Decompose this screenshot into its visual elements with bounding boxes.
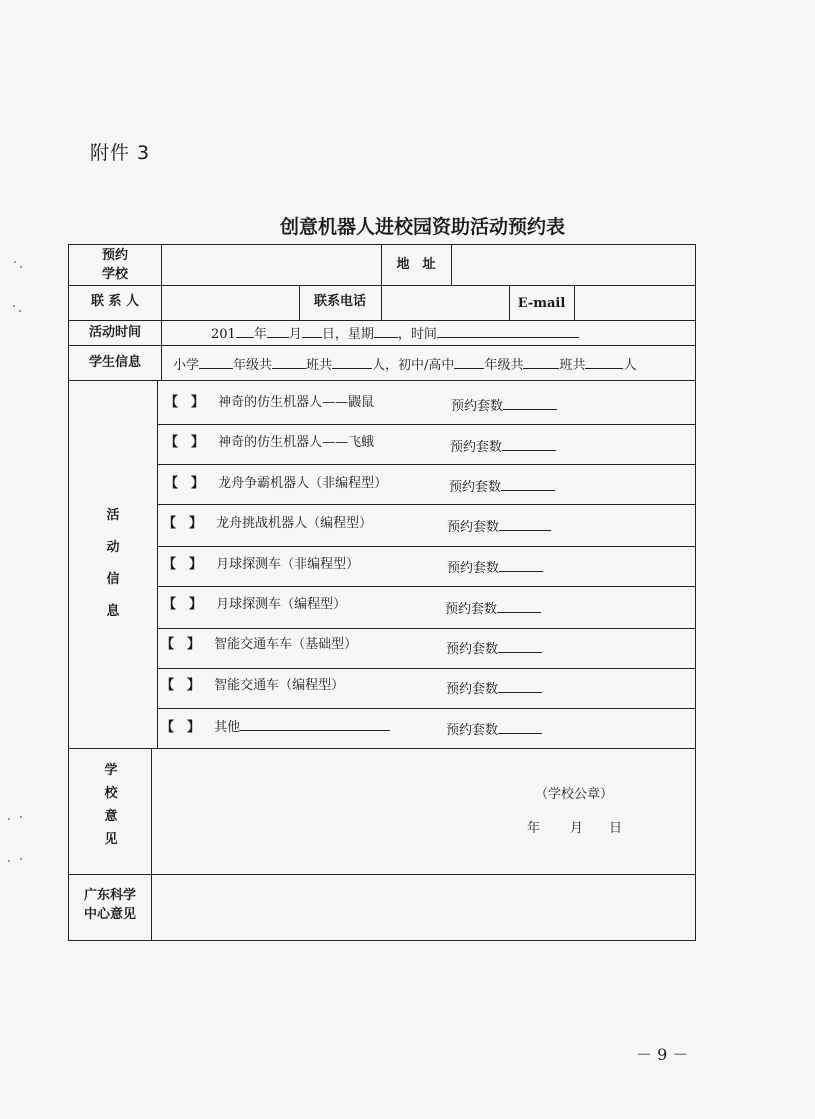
- email-label: E-mail: [517, 296, 566, 311]
- activity-info-label-1: 活: [106, 508, 120, 523]
- scan-speck: [14, 261, 16, 263]
- student-info-fill-line: 小学 年级共 班共 人，初中/高中 年级共 班共 人: [173, 358, 637, 373]
- activity-qty-9[interactable]: 预约套数: [446, 721, 542, 739]
- checkbox-bracket[interactable]: 【 】: [163, 597, 203, 612]
- address-label: 地 址: [396, 257, 436, 272]
- attachment-label: 附件 3: [90, 142, 151, 164]
- scan-speck: [20, 858, 22, 860]
- school-opinion-label-4: 见: [104, 832, 118, 847]
- activity-row-5[interactable]: 【 】 月球探测车（非编程型）: [163, 557, 360, 572]
- reservation-form-table: [68, 244, 696, 941]
- date-line: 年 月 日: [527, 821, 623, 836]
- school-opinion-label-3: 意: [104, 809, 118, 824]
- activity-qty-1[interactable]: 预约套数: [451, 397, 557, 415]
- page-number: － 9 －: [636, 1045, 689, 1064]
- activity-row-6[interactable]: 【 】 月球探测车（编程型）: [163, 597, 347, 612]
- activity-qty-2[interactable]: 预约套数: [450, 438, 556, 456]
- time-fill-line: 201 年 月 日，星期 ，时间: [211, 325, 579, 343]
- activity-qty-3[interactable]: 预约套数: [449, 478, 555, 496]
- checkbox-bracket[interactable]: 【 】: [165, 476, 205, 491]
- scan-speck: [13, 305, 15, 307]
- phone-label: 联系电话: [313, 294, 366, 309]
- activity-qty-6[interactable]: 预约套数: [445, 600, 541, 618]
- checkbox-bracket[interactable]: 【 】: [161, 720, 201, 735]
- activity-row-7[interactable]: 【 】 智能交通车车（基础型）: [161, 637, 358, 652]
- student-info-label: 学生信息: [88, 355, 141, 370]
- checkbox-bracket[interactable]: 【 】: [163, 516, 203, 531]
- activity-qty-7[interactable]: 预约套数: [446, 640, 542, 658]
- activity-info-label-2: 动: [106, 540, 120, 555]
- activity-qty-4[interactable]: 预约套数: [447, 518, 551, 536]
- activity-row-9[interactable]: 【 】 其他: [161, 718, 390, 736]
- scan-speck: [8, 860, 10, 862]
- activity-info-label-4: 息: [106, 604, 120, 619]
- school-label: 预约 学校: [101, 248, 128, 282]
- checkbox-bracket[interactable]: 【 】: [161, 637, 201, 652]
- checkbox-bracket[interactable]: 【 】: [163, 557, 203, 572]
- activity-row-3[interactable]: 【 】 龙舟争霸机器人（非编程型）: [165, 476, 388, 491]
- school-opinion-label-2: 校: [104, 786, 118, 801]
- contact-label: 联 系 人: [90, 294, 140, 309]
- time-label: 活动时间: [88, 325, 141, 340]
- activity-row-8[interactable]: 【 】 智能交通车（编程型）: [161, 678, 345, 693]
- school-seal-text: （学校公章）: [535, 787, 614, 802]
- school-opinion-label-1: 学: [104, 763, 118, 778]
- activity-row-1[interactable]: 【 】 神奇的仿生机器人——鼹鼠: [165, 395, 375, 410]
- checkbox-bracket[interactable]: 【 】: [161, 678, 201, 693]
- form-title: 创意机器人进校园资助活动预约表: [279, 216, 565, 238]
- scan-speck: [20, 816, 22, 818]
- checkbox-bracket[interactable]: 【 】: [165, 435, 205, 450]
- activity-qty-8[interactable]: 预约套数: [446, 680, 542, 698]
- science-center-opinion-label: 广东科学 中心意见: [83, 888, 136, 922]
- checkbox-bracket[interactable]: 【 】: [165, 395, 205, 410]
- activity-row-2[interactable]: 【 】 神奇的仿生机器人——飞蛾: [165, 435, 375, 450]
- scan-speck: [20, 266, 22, 268]
- activity-info-label-3: 信: [106, 572, 120, 587]
- scan-speck: [19, 310, 21, 312]
- activity-row-4[interactable]: 【 】 龙舟挑战机器人（编程型）: [163, 516, 373, 531]
- scan-speck: [8, 818, 10, 820]
- activity-qty-5[interactable]: 预约套数: [447, 559, 543, 577]
